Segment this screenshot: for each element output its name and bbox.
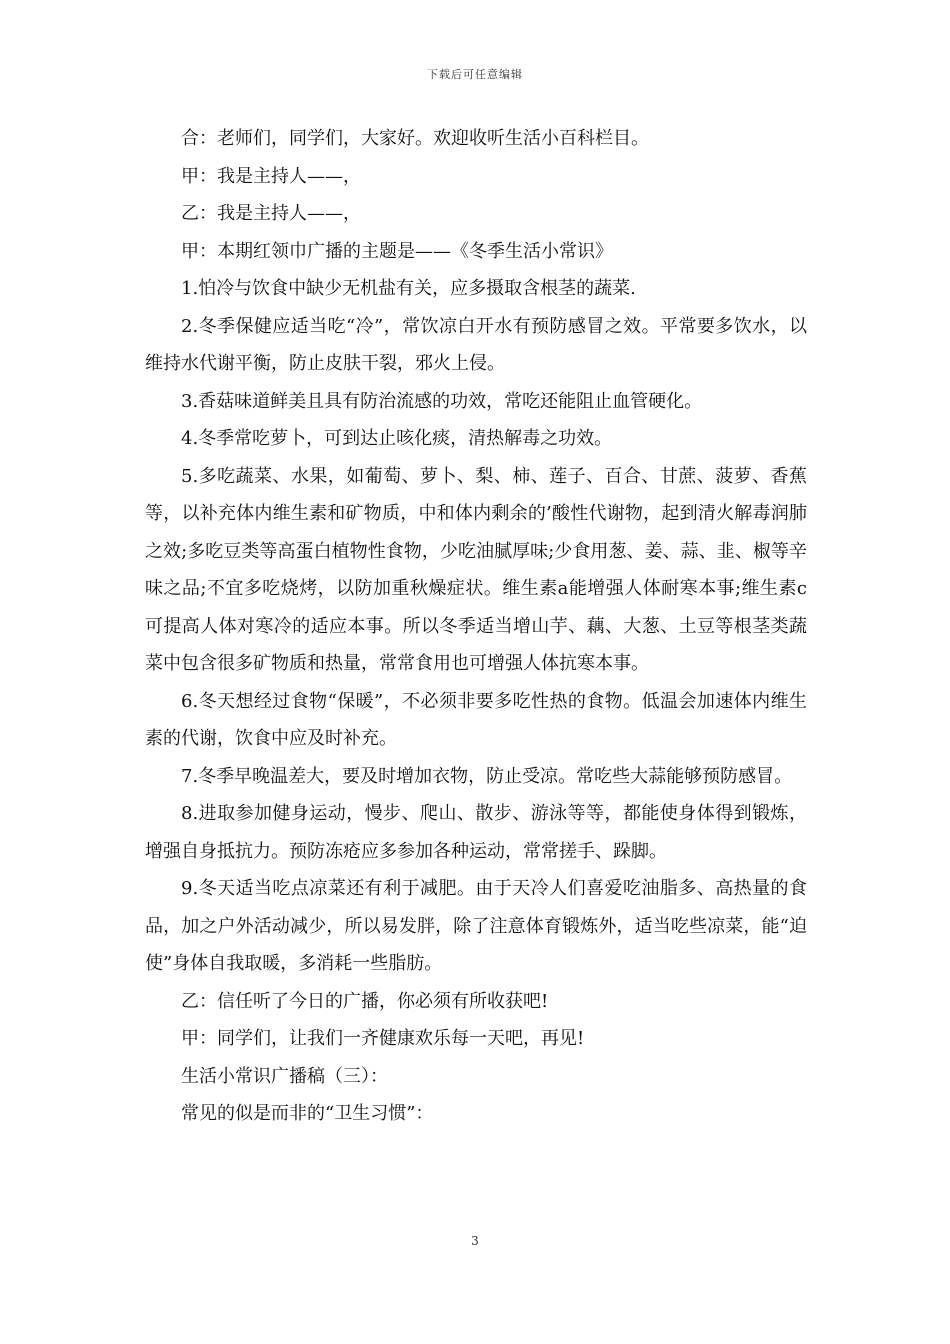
paragraph-closing-a: 甲：同学们，让我们一齐健康欢乐每一天吧，再见! (181, 1028, 585, 1049)
paragraph-host-a: 甲：我是主持人——， (181, 165, 361, 187)
paragraph-tip-3: 3.香菇味道鲜美且具有防治流感的功效，常吃还能阻止血管硬化。 (181, 390, 703, 412)
paragraph-closing-b: 乙：信任听了今日的广播，你必须有所收获吧! (181, 990, 549, 1012)
page-number: 3 (471, 1234, 479, 1248)
document-body (145, 120, 807, 1133)
page-header: 下载后可任意编辑 (427, 68, 523, 81)
paragraph-tip-9: 9.冬天适当吃点凉菜还有利于减肥。由于天冷人们喜爱吃油脂多、高热量的食品，加之户外活动减少，所以易发胖，除了注意体育锻炼外，适当吃些凉菜，能“迫使”身体自我取暖，多消耗一些脂肪。 (145, 878, 807, 974)
paragraph-topic: 甲：本期红领巾广播的主题是——《冬季生活小常识》 (181, 240, 613, 262)
paragraph-greeting: 合：老师们，同学们，大家好。欢迎收听生活小百科栏目。 (181, 128, 649, 149)
paragraph-tip-2: 2.冬季保健应适当吃“冷”，常饮凉白开水有预防感冒之效。平常要多饮水，以维持水代谢平衡，防止皮肤干裂，邪火上侵。 (145, 315, 807, 374)
paragraph-tip-6: 6.冬天想经过食物“保暖”，不必须非要多吃性热的食物。低温会加速体内维生素的代谢，饮食中应及时补充。 (145, 690, 807, 749)
paragraph-tip-4: 4.冬季常吃萝卜，可到达止咳化痰，清热解毒之功效。 (181, 428, 613, 449)
paragraph-host-b: 乙：我是主持人——， (181, 203, 361, 224)
paragraph-intro: 常见的似是而非的“卫生习惯”： (181, 1103, 434, 1124)
section-heading: 生活小常识广播稿（三）： (181, 1065, 388, 1087)
paragraph-tip-8: 8.进取参加健身运动，慢步、爬山、散步、游泳等等，都能使身体得到锻炼，增强自身抵抗力。预防冻疮应多参加各种运动，常常搓手、跺脚。 (145, 803, 807, 862)
paragraph-tip-1: 1.怕冷与饮食中缺少无机盐有关，应多摄取含根茎的蔬菜. (181, 278, 636, 299)
paragraph-tip-5: 5.多吃蔬菜、水果，如葡萄、萝卜、梨、柿、莲子、百合、甘蔗、菠萝、香蕉等，以补充体内维生素和矿物质，中和体内剩余的’酸性代谢物，起到清火解毒润肺之效;多吃豆类等高蛋白植物性食物，少吃油腻厚味;少食用葱、姜、蒜、韭、椒等辛味之品;不宜多吃烧烤，以防加重秋燥症状。维生素a能增强人体耐寒本事;维生素c可提高人体对寒冷的适应本事。所以冬季适当增山芋、藕、大葱、土豆等根茎类蔬菜中包含很多矿物质和热量，常常食用也可增强人体抗寒本事。 (145, 465, 807, 674)
paragraph-tip-7: 7.冬季早晚温差大，要及时增加衣物，防止受凉。常吃些大蒜能够预防感冒。 (181, 765, 793, 787)
